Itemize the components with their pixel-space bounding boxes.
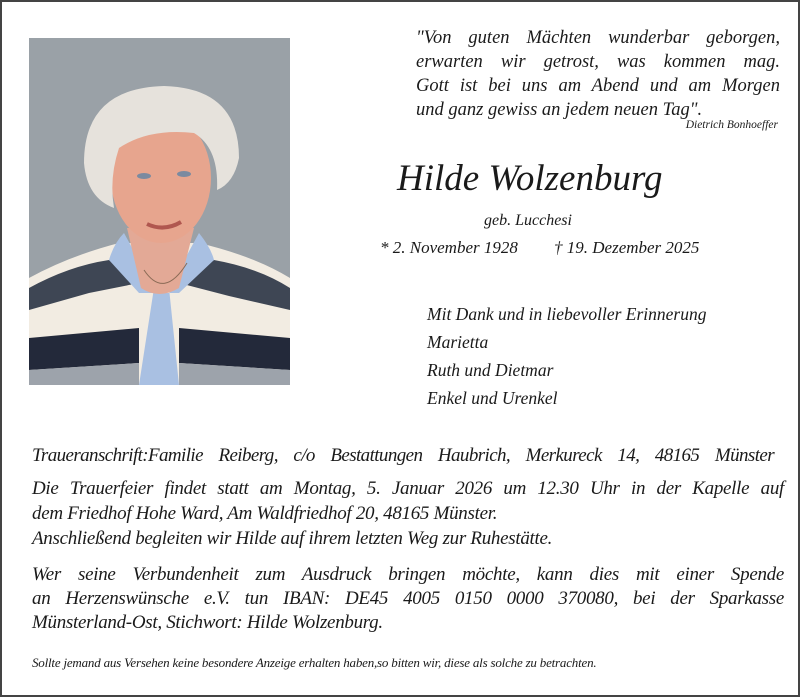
birth-date: * 2. November 1928	[380, 238, 518, 257]
ceremony-line: Anschließend begleiten wir Hilde auf ihrem letzten Weg zur Ruhestätte.	[32, 528, 553, 549]
portrait-photo	[29, 38, 290, 385]
donation-line: an Herzenswünsche e.V. tun IBAN: DE45 4005 0150 0000 370080, bei der Sparkasse	[32, 588, 784, 609]
quote-line: und ganz gewiss an jedem neuen Tag".	[416, 100, 703, 120]
deceased-name: Hilde Wolzenburg	[397, 158, 663, 199]
mourner-line: Ruth und Dietmar	[427, 360, 554, 380]
mourner-line: Marietta	[427, 332, 489, 352]
donation-line: Münsterland-Ost, Stichwort: Hilde Wolzenburg.	[32, 612, 383, 633]
donation-line: Wer seine Verbundenheit zum Ausdruck bringen möchte, kann dies mit einer Spende	[32, 564, 784, 585]
mourners-list	[427, 300, 706, 412]
quote-line: "Von guten Mächten wunderbar geborgen,	[416, 28, 780, 48]
notice-body	[32, 445, 784, 645]
mourning-address: Traueranschrift:Familie Reiberg, c/o Bestattungen Haubrich, Merkureck 14, 48165 Münster	[32, 445, 774, 466]
ceremony-line: dem Friedhof Hohe Ward, Am Waldfriedhof 20, 48165 Münster.	[32, 503, 498, 524]
bonhoeffer-quote	[416, 26, 780, 122]
quote-line: erwarten wir getrost, was kommen mag.	[416, 52, 780, 72]
quote-author: Dietrich Bonhoeffer	[685, 119, 778, 131]
death-date: † 19. Dezember 2025	[554, 238, 700, 257]
mourner-line: Enkel und Urenkel	[427, 388, 558, 408]
mourner-line: Mit Dank und in liebevoller Erinnerung	[427, 304, 707, 324]
quote-line: Gott ist bei uns am Abend und am Morgen	[416, 76, 780, 96]
footer-note: Sollte jemand aus Versehen keine besondere Anzeige erhalten haben,so bitten wir, diese als solche zu betrachten.	[32, 655, 597, 670]
ceremony-line: Die Trauerfeier findet statt am Montag, 5. Januar 2026 um 12.30 Uhr in der Kapelle auf	[32, 478, 784, 499]
maiden-name: geb. Lucchesi	[484, 212, 572, 229]
